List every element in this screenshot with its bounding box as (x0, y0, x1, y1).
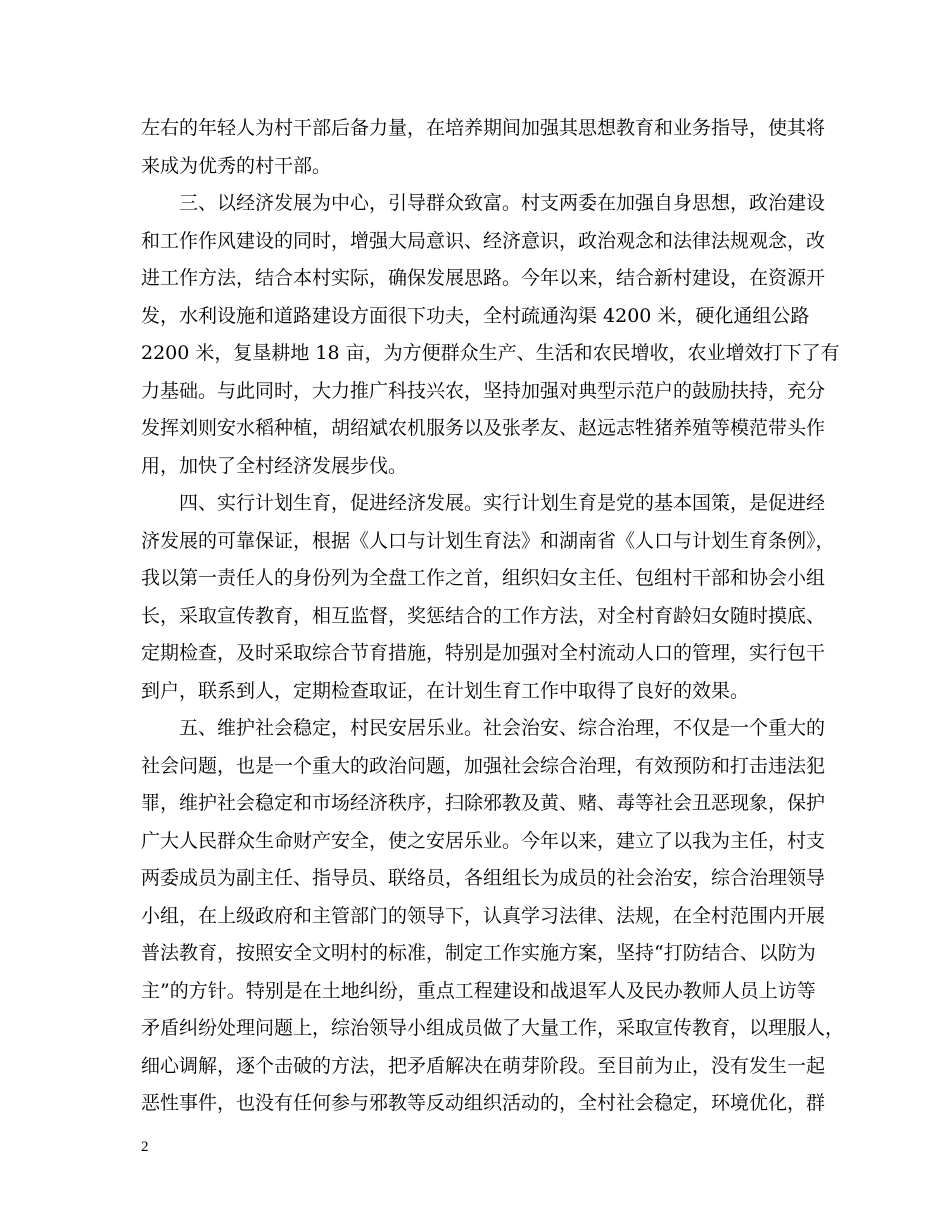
body-text-line: 进工作方法，结合本村实际，确保发展思路。今年以来，结合新村建设，在资源开 (141, 267, 826, 289)
body-text-line: 主”的方针。特别是在土地纠纷，重点工程建设和战退军人及民办教师人员上访等 (141, 980, 816, 1002)
body-text-line: 发挥刘则安水稻种植，胡绍斌农机服务以及张孝友、赵远志牲猪养殖等模范带头作 (141, 417, 826, 439)
body-text-line: 力基础。与此同时，大力推广科技兴农，坚持加强对典型示范户的鼓励扶持，充分 (141, 380, 826, 402)
body-text-line: 用，加快了全村经济发展步伐。 (141, 455, 408, 477)
body-text-line: 我以第一责任人的身份列为全盘工作之首，组织妇女主任、包组村干部和协会小组 (141, 567, 826, 589)
body-text-line: 2200 米，复垦耕地 18 亩，为方便群众生产、生活和农民增收，农业增效打下了有 (141, 342, 840, 364)
body-text-line: 到户，联系到人，定期检查取证，在计划生育工作中取得了良好的效果。 (141, 680, 750, 702)
body-text-line: 恶性事件，也没有任何参与邪教等反动组织活动的，全村社会稳定，环境优化，群 (141, 1092, 826, 1114)
body-text-line: 长，采取宣传教育，相互监督，奖惩结合的工作方法，对全村育龄妇女随时摸底、 (141, 605, 826, 627)
body-text-line: 矛盾纠纷处理问题上，综治领导小组成员做了大量工作，采取宣传教育，以理服人， (141, 1017, 845, 1039)
body-text-line: 发，水利设施和道路建设方面很下功夫，全村疏通沟渠 4200 米，硬化通组公路 (141, 305, 810, 327)
section-3-first-line: 三、以经济发展为中心，引导群众致富。村支两委在加强自身思想，政治建设 (179, 192, 826, 214)
body-text-line: 和工作作风建设的同时，增强大局意识、经济意识，政治观念和法律法规观念，改 (141, 230, 826, 252)
body-text-line: 小组，在上级政府和主管部门的领导下，认真学习法律、法规，在全村范围内开展 (141, 905, 826, 927)
body-text-line: 左右的年轻人为村干部后备力量，在培养期间加强其思想教育和业务指导，使其将 (141, 117, 826, 139)
body-text-line: 罪，维护社会稳定和市场经济秩序，扫除邪教及黄、赌、毒等社会丑恶现象，保护 (141, 792, 826, 814)
body-text-line: 定期检查，及时采取综合节育措施，特别是加强对全村流动人口的管理，实行包干 (141, 642, 826, 664)
page-number: 2 (141, 1139, 149, 1155)
body-text-line: 广大人民群众生命财产安全，使之安居乐业。今年以来，建立了以我为主任，村支 (141, 830, 826, 852)
body-text-line: 来成为优秀的村干部。 (141, 155, 332, 177)
body-text-line: 济发展的可靠保证，根据《人口与计划生育法》和湖南省《人口与计划生育条例》， (141, 530, 835, 552)
body-text-line: 两委成员为副主任、指导员、联络员，各组组长为成员的社会治安，综合治理领导 (141, 867, 826, 889)
body-text-line: 细心调解，逐个击破的方法，把矛盾解决在萌芽阶段。至目前为止，没有发生一起 (141, 1055, 826, 1077)
body-text-line: 社会问题，也是一个重大的政治问题，加强社会综合治理，有效预防和打击违法犯 (141, 755, 826, 777)
section-5-first-line: 五、维护社会稳定，村民安居乐业。社会治安、综合治理，不仅是一个重大的 (179, 717, 826, 739)
section-4-first-line: 四、实行计划生育，促进经济发展。实行计划生育是党的基本国策，是促进经 (179, 492, 826, 514)
body-text-line: 普法教育，按照安全文明村的标准，制定工作实施方案，坚持“打防结合、以防为 (141, 942, 816, 964)
